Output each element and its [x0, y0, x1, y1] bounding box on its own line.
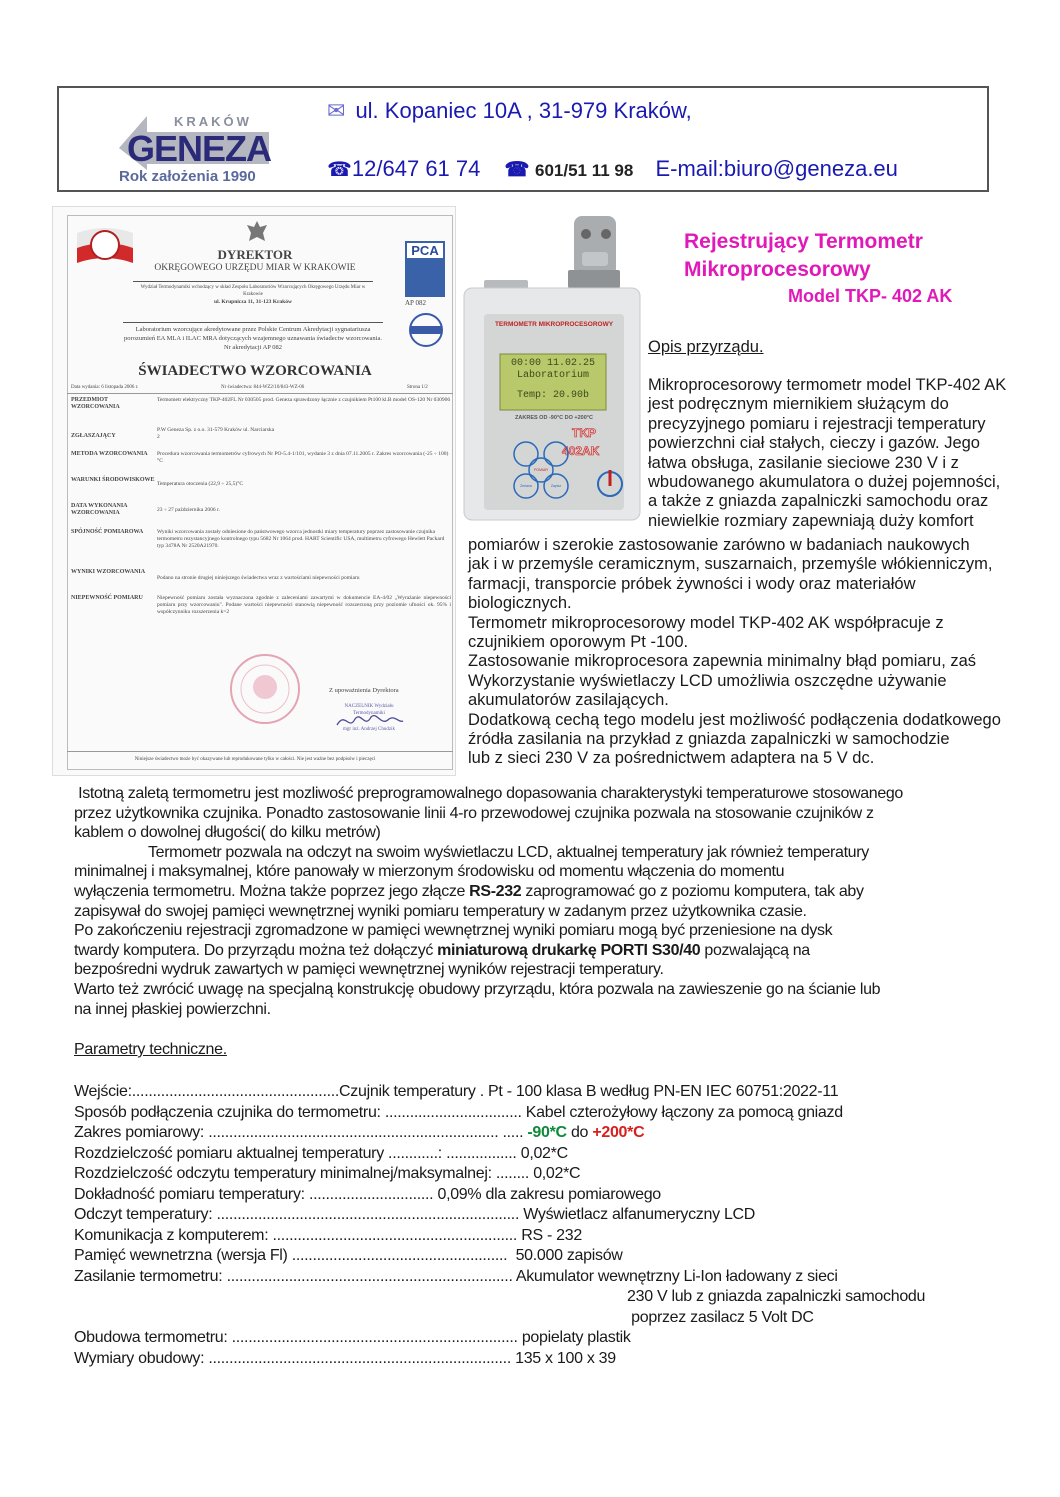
- body-text: [74, 784, 903, 1019]
- company-logo: [119, 114, 272, 170]
- cert-row: WYNIKI WZORCOWANIA Podano na stronie drugiej niniejszego świadectwa wraz z wartościami niepewności pomiaru: [71, 569, 360, 581]
- description-wide-column: [468, 536, 1001, 769]
- description-line: Zastosowanie mikroprocesora zapewnia minimalny błąd pomiaru, zaś: [468, 652, 977, 671]
- params-heading: Parametry techniczne.: [74, 1041, 227, 1058]
- description-line: lub z sieci 230 V za pośrednictwem adaptera na 5 V dc.: [468, 749, 875, 768]
- device-btn-center: POMIAR: [534, 468, 548, 472]
- device-btn-right: Zapisz: [550, 484, 562, 488]
- body-line: przez użytkownika czujnika. Ponadto zastosowanie linii 4-ro przewodowej czujnika pozwala na stosowanie czujników z: [74, 804, 874, 822]
- description-line: czujnikiem oporowym Pt -100.: [468, 633, 689, 652]
- description-line: akumulatorów zasilających.: [468, 691, 669, 710]
- cert-row: DATA WYKONANIA WZORCOWANIA 23 ÷ 27 października 2006 r.: [71, 503, 220, 516]
- cert-table: [71, 397, 451, 635]
- param-row-minmax-resolution: Rozdzielczość odczytu temperatury minimalnej/maksymalnej: ........ 0,02*C: [74, 1165, 581, 1182]
- params-list: [74, 1082, 925, 1369]
- official-stamp-icon: [229, 653, 301, 725]
- body-line: zapisywał do swojej pamięci wewnętrznej wyniki pomiaru temperatury w zadanym przez użytkownika czasie.: [74, 902, 807, 920]
- param-row-power-cont: 230 V lub z gniazda zapalniczki samochodu: [627, 1288, 926, 1305]
- lcd-line-2: Laboratorium: [516, 370, 589, 381]
- param-row-readout: Odczyt temperatury: ......................................................................... Wyświetlacz alfanumeryczny LCD: [74, 1206, 756, 1223]
- description-line: źródła zasilania na przykład z gniazda zapalniczki w samochodzie: [468, 730, 950, 749]
- ap-label: AP 082: [405, 299, 426, 307]
- envelope-icon: ✉: [327, 98, 346, 123]
- device-panel-title: TERMOMETR MIKROPROCESOROWY: [494, 321, 614, 328]
- phone-1[interactable]: 12/647 61 74: [351, 156, 481, 181]
- body-line: Istotną zaletą termometru jest mozliwość preprogramowalnego dopasowania charakterystyki temperaturowe stosowanego: [74, 785, 903, 802]
- email-link[interactable]: E-mail:biuro@geneza.eu: [655, 156, 898, 181]
- description-heading: Opis przyrządu.: [648, 338, 764, 356]
- description-line: pomiarów i szerokie zastosowanie zarówno w badaniach naukowych: [468, 536, 970, 554]
- cert-footer-divider: [67, 751, 453, 752]
- description-line: niewielkie rozmiary zapewniają duży komfort: [648, 511, 974, 530]
- description-line: powierzchni ciał stałych, cieczy i gazów. Jego: [648, 434, 980, 453]
- address-line: [327, 98, 692, 124]
- range-min: -90*C: [527, 1124, 567, 1141]
- param-row-input: Wejście:..................................................Czujnik temperatury . Pt - 100 klasa B według PN-EN IEC 60751:2022-11: [74, 1083, 839, 1100]
- param-row-housing: Obudowa termometru: ..................................................................... popielaty plastik: [74, 1329, 631, 1346]
- product-model: Model TKP- 402 AK: [788, 286, 953, 306]
- cert-footer: Niniejsze świadectwo może być okazywane lub reprodukowane tylko w całości. Nie jest ważne bez podpisów i pieczęci: [134, 757, 376, 762]
- signature-name: mgr inż. Andrzej Chudzik: [343, 727, 395, 732]
- cert-accreditation: Laboratorium wzorcujące akredytowane przez Polskie Centrum Akredytacji sygnatariusza porozumień EA MLA i ILAC MRA dotyczących wzajemnego uznawania świadectw wzorcowania. Nr akredytacji AP 082: [123, 322, 383, 352]
- cert-address: ul. Krupnicza 11, 31-123 Kraków: [214, 299, 292, 305]
- range-max: +200*C: [592, 1124, 645, 1141]
- description-line: Wykorzystanie wyświetlaczy LCD umożliwia oszczędne używanie: [468, 671, 947, 690]
- body-line: Termometr pozwala na odczyt na swoim wyświetlaczu LCD, aktualnej temperatury jak również temperatury: [148, 843, 869, 861]
- cert-row: METODA WZORCOWANIA Procedura wzorcowania termometrów cyfrowych Nr PO-5.4-1/101, wydanie 3 z dnia 07.11.2005 r. Zakres wzorcowania (-25 ÷ 100)°C: [71, 451, 449, 464]
- description-line: farmacji, transporcie próbek żywności i wody oraz materiałów: [468, 574, 916, 593]
- signature-caption: Z upoważnienia Dyrektora: [329, 687, 399, 694]
- eagle-emblem-icon: [245, 219, 269, 245]
- cert-issue-date: Data wydania: 6 listopada 2006 r.: [71, 385, 139, 390]
- telephone-icon: ☎: [327, 159, 352, 181]
- cert-office: OKRĘGOWEGO URZĘDU MIAR W KRAKOWIE: [154, 263, 356, 273]
- param-row-range: Zakres pomiarowy: ...................................................................... ..... -90*C do +200*C: [74, 1124, 645, 1141]
- body-line: Warto też zwrócić uwagę na specjalną konstrukcję obudowy przyrządu, która pozwala na zawieszenie go na ścianie lub: [74, 980, 881, 998]
- description-line: jak i w przemyśle ceramicznym, suszarnaich, przemyśle włókienniczym,: [468, 555, 993, 574]
- description-line: Dodatkową cechą tego modelu jest możliwość podłączenia dodatkowego: [468, 710, 1001, 729]
- lcd-line-1: 00:00 11.02.25: [510, 358, 595, 369]
- param-row-memory: Pamięć wewnetrzna (wersja Fl) .................................................... 50.000 zapisów: [74, 1247, 623, 1264]
- device-model-1: TKP: [572, 426, 596, 440]
- body-line: na innej płaskiej powierzchni.: [74, 1000, 271, 1018]
- body-line: wyłączenia termometru. Można także poprzez jego złącze RS-232 zaprogramować go z poziomu komputera, tak aby: [74, 882, 864, 900]
- cert-row: SPÓJNOŚĆ POMIAROWA Wyniki wzorcowania zostały odniesione do państwowego wzorca jednostki miary temperatury poprzez zastosowanie czujnika termometru rezystancyjnego kontrolnego typu 5682 Nr 1064 prod. HART Scientific USA, multimetru cyfrowego Hewlett Packard typ 3478A Nr 2520A21970.: [71, 529, 445, 549]
- param-row-power-cont: poprzez zasilacz 5 Volt DC: [627, 1308, 814, 1326]
- param-row-accuracy: Dokładność pomiaru temperatury: .............................. 0,09% dla zakresu pomiarowego: [74, 1185, 661, 1203]
- description-line: biologicznych.: [468, 594, 572, 613]
- description-line: a także z gniazda zapalniczki samochodu oraz: [648, 492, 989, 511]
- cert-dept: Wydział Termodynamiki wchodzący w skład Zespołu Laboratoriów Wzorcujących Okręgowego Urzędu Miar w Krakowie: [133, 281, 373, 298]
- phone-2[interactable]: 601/51 11 98: [534, 161, 634, 180]
- technika-seal-icon: [407, 311, 445, 349]
- body-line: minimalnej i maksymalnej, które panowały w mierzonym środowisku od momentu włączenia do momentu: [74, 863, 785, 881]
- cert-row: ZGŁASZAJĄCY P.W Geneza Sp. z o.o. 31-579 Kraków ul. Narciarska 2: [71, 427, 275, 440]
- up-left-button: [514, 442, 538, 466]
- description-line: Mikroprocesorowy termometr model TKP-402 AK: [648, 376, 1007, 394]
- param-row-communication: Komunikacja z komputerem: ........................................................... RS - 232: [74, 1226, 582, 1244]
- body-line: kablem o dowolnej długości( do kilku metrów): [74, 824, 381, 842]
- param-row-resolution: Rozdzielczość pomiaru aktualnej temperatury ............: ................. 0,02*C: [74, 1144, 568, 1162]
- device-keypad: [510, 440, 630, 504]
- product-title-line-1: Rejestrujący Termometr: [684, 230, 923, 253]
- pca-label: PCA: [407, 243, 443, 258]
- description-line: Termometr mikroprocesorowy model TKP-402 AK współpracuje z: [468, 613, 944, 632]
- cert-page: Strona 1/2: [407, 385, 428, 390]
- cert-divider: [67, 393, 453, 394]
- contact-line: [327, 156, 898, 182]
- rs232-highlight: RS-232: [469, 882, 522, 900]
- device-photo: [462, 212, 642, 524]
- body-line: Po zakończeniu rejestracji zgromadzone w pamięci wewnętrznej wyniki pomiaru mogą być przeniesione na dysk: [74, 922, 833, 940]
- device-btn-left: Zmiana: [520, 484, 532, 488]
- param-row-power: Zasilanie termometru: ..................................................................... Akumulator wewnętrzny Li-Ion ładowany z sieci: [74, 1267, 838, 1285]
- address: ul. Kopaniec 10A , 31-979 Kraków,: [355, 98, 692, 123]
- signature-title: NACZELNIK Wydziału Termodynamiki: [344, 704, 394, 716]
- description-line: precyzyjnego pomiaru i rejestracji temperatury: [648, 414, 986, 433]
- up-right-button: [544, 442, 568, 466]
- product-title-line-2: Mikroprocesorowy: [684, 258, 871, 281]
- printer-highlight: miniaturową drukarkę PORTI S30/40: [437, 941, 701, 959]
- logo-city: KRAKÓW: [174, 114, 252, 129]
- body-line: twardy komputera. Do przyrządu można też dołączyć miniaturową drukarkę PORTI S30/40 pozwalającą na: [74, 941, 810, 959]
- device-range: ZAKRES OD -90°C DO +200°C: [515, 415, 593, 421]
- param-row-connection: Sposób podłączenia czujnika do termometru: ................................. Kabel czterożyłowy łączony za pomocą gniazd: [74, 1103, 843, 1121]
- description-line: jest podręcznym miernikiem służącym do: [648, 395, 949, 414]
- telephone-icon: ☎: [504, 159, 535, 181]
- cert-number: Nr świadectwa: 844-WZ2/10/843-WZ-06: [221, 385, 305, 390]
- calibration-certificate: [52, 206, 456, 776]
- phone-2-wrap: [505, 161, 634, 180]
- founded-year: Rok założenia 1990: [119, 168, 256, 185]
- description-right-column: [648, 376, 1006, 531]
- cert-title: ŚWIADECTWO WZORCOWANIA: [138, 363, 372, 379]
- param-row-dimensions: Wymiary obudowy: ......................................................................... 135 x 100 x 39: [74, 1349, 616, 1367]
- pca-badge: [405, 241, 445, 297]
- cert-authority: DYREKTOR: [217, 247, 293, 262]
- device-model-2: 402AK: [562, 444, 600, 458]
- company-header: [57, 86, 989, 192]
- logo-name: GENEZA: [127, 128, 272, 169]
- description-line: łatwa obsługa, zasilanie sieciowe 230 V i z: [648, 453, 959, 472]
- description-line: wbudowanego akumulatora o dużej pojemności,: [648, 473, 1001, 492]
- cert-row: PRZEDMIOT WZORCOWANIA Termometr elektryczny TKP-402FL Nr 030505 prod. Geneza sprawdzony łącznie z czujnikiem Pt100 kl.B model OS-120 Nr 030906: [71, 397, 451, 410]
- cert-row: WARUNKI ŚRODOWISKOWE Temperatura otoczenia (22,9 ÷ 25,5)°C: [71, 477, 244, 487]
- cert-row: NIEPEWNOŚĆ POMIARU Niepewność pomiaru została wyznaczona zgodnie z zaleceniami zawartymi w dokumencie EA-4/02 „Wyrażanie niepewności pomiaru przy wzorcowaniu". Podane wartości niepewności stanowią niepewność rozszerzoną przy poziomie ufności ok. 95% i współczynniku rozszerzenia k=2: [71, 595, 451, 615]
- body-line: bezpośredni wydruk zawartych w pamięci wewnętrznej wyników rejestracji temperatury.: [74, 961, 664, 979]
- lcd-line-3: Temp: 20.90b: [516, 390, 589, 401]
